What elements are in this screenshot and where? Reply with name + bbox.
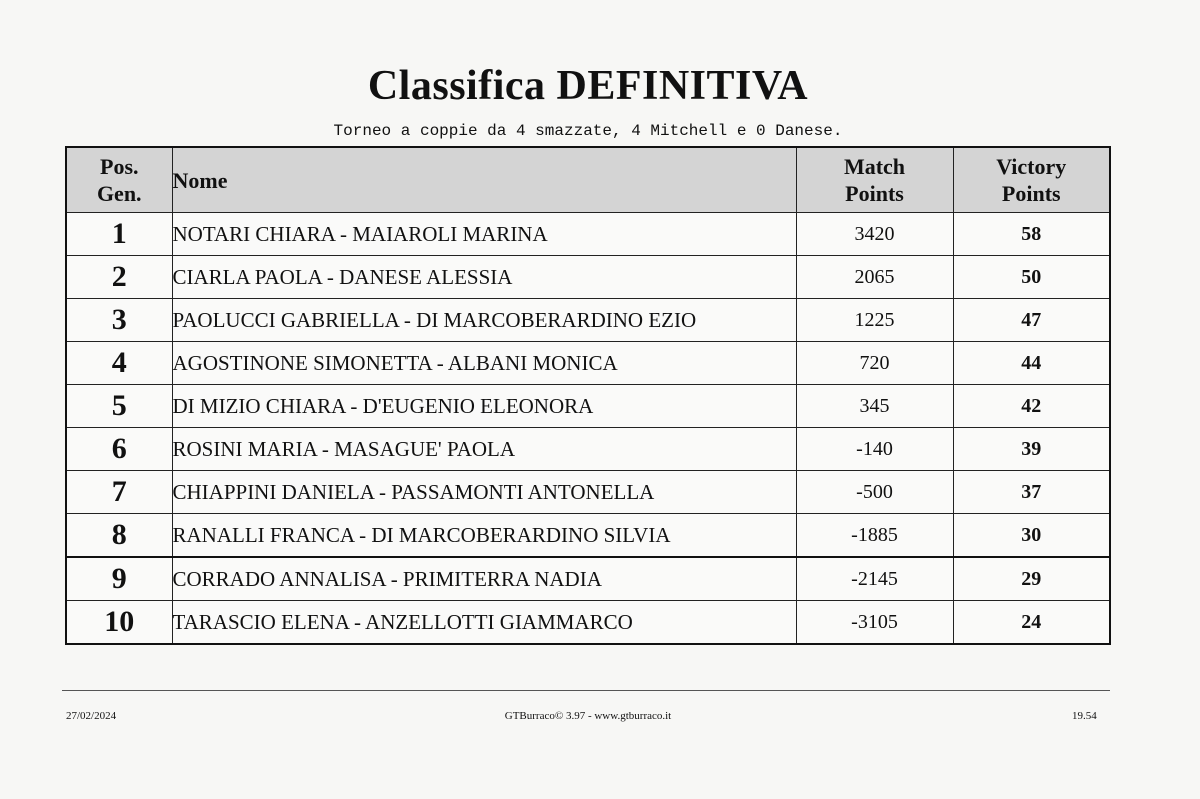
- cell-victory-points: 58: [953, 213, 1110, 256]
- cell-nome: RANALLI FRANCA - DI MARCOBERARDINO SILVIA: [172, 514, 796, 558]
- cell-victory-points: 29: [953, 557, 1110, 601]
- table-row: [66, 256, 1110, 299]
- header-match-points: [796, 147, 953, 213]
- cell-victory-points: 37: [953, 471, 1110, 514]
- header-vp-line1: Victory: [996, 154, 1067, 179]
- cell-position: 6: [66, 428, 172, 471]
- cell-position: 3: [66, 299, 172, 342]
- cell-victory-points: 24: [953, 601, 1110, 645]
- cell-nome: ROSINI MARIA - MASAGUE' PAOLA: [172, 428, 796, 471]
- footer-time: 19.54: [1072, 710, 1097, 722]
- header-pos-line2: Gen.: [96, 181, 142, 206]
- footer-app-credit: GTBurraco© 3.97 - www.gtburraco.it: [504, 710, 672, 722]
- header-pos-line1: Pos.: [100, 154, 139, 179]
- cell-match-points: -1885: [796, 514, 953, 558]
- cell-nome: TARASCIO ELENA - ANZELLOTTI GIAMMARCO: [172, 601, 796, 645]
- cell-position: 9: [66, 557, 172, 601]
- cell-match-points: 1225: [796, 299, 953, 342]
- cell-victory-points: 50: [953, 256, 1110, 299]
- cell-victory-points: 47: [953, 299, 1110, 342]
- cell-position: 5: [66, 385, 172, 428]
- table-row: [66, 428, 1110, 471]
- table-row: [66, 299, 1110, 342]
- cell-position: 8: [66, 514, 172, 558]
- cell-nome: PAOLUCCI GABRIELLA - DI MARCOBERARDINO EZIO: [172, 299, 796, 342]
- table-row: [66, 557, 1110, 601]
- ranking-table: [65, 146, 1111, 645]
- table-header-row: [66, 147, 1110, 213]
- cell-match-points: -2145: [796, 557, 953, 601]
- header-victory-points: [953, 147, 1110, 213]
- page-subtitle: Torneo a coppie da 4 smazzate, 4 Mitchell e 0 Danese.: [333, 122, 843, 140]
- cell-match-points: -500: [796, 471, 953, 514]
- cell-position: 2: [66, 256, 172, 299]
- cell-nome: AGOSTINONE SIMONETTA - ALBANI MONICA: [172, 342, 796, 385]
- cell-position: 1: [66, 213, 172, 256]
- cell-nome: NOTARI CHIARA - MAIAROLI MARINA: [172, 213, 796, 256]
- cell-victory-points: 44: [953, 342, 1110, 385]
- cell-position: 10: [66, 601, 172, 645]
- cell-position: 7: [66, 471, 172, 514]
- cell-victory-points: 30: [953, 514, 1110, 558]
- cell-position: 4: [66, 342, 172, 385]
- header-vp-line2: Points: [1001, 181, 1061, 206]
- cell-nome: DI MIZIO CHIARA - D'EUGENIO ELEONORA: [172, 385, 796, 428]
- header-mp-line2: Points: [845, 181, 904, 206]
- header-pos-gen: [66, 147, 172, 213]
- table-row: [66, 342, 1110, 385]
- cell-match-points: 3420: [796, 213, 953, 256]
- cell-victory-points: 39: [953, 428, 1110, 471]
- table-row: [66, 385, 1110, 428]
- cell-match-points: -3105: [796, 601, 953, 645]
- footer-divider: [62, 690, 1110, 691]
- table-row: [66, 471, 1110, 514]
- cell-match-points: -140: [796, 428, 953, 471]
- cell-nome: CHIAPPINI DANIELA - PASSAMONTI ANTONELLA: [172, 471, 796, 514]
- table-row: [66, 601, 1110, 645]
- header-nome: Nome: [172, 147, 796, 213]
- page-title: Classifica DEFINITIVA: [367, 63, 809, 109]
- table-row: [66, 514, 1110, 558]
- cell-nome: CORRADO ANNALISA - PRIMITERRA NADIA: [172, 557, 796, 601]
- cell-match-points: 720: [796, 342, 953, 385]
- table-row: [66, 213, 1110, 256]
- footer-date: 27/02/2024: [66, 710, 117, 722]
- header-mp-line1: Match: [843, 154, 906, 179]
- cell-match-points: 345: [796, 385, 953, 428]
- cell-match-points: 2065: [796, 256, 953, 299]
- cell-victory-points: 42: [953, 385, 1110, 428]
- cell-nome: CIARLA PAOLA - DANESE ALESSIA: [172, 256, 796, 299]
